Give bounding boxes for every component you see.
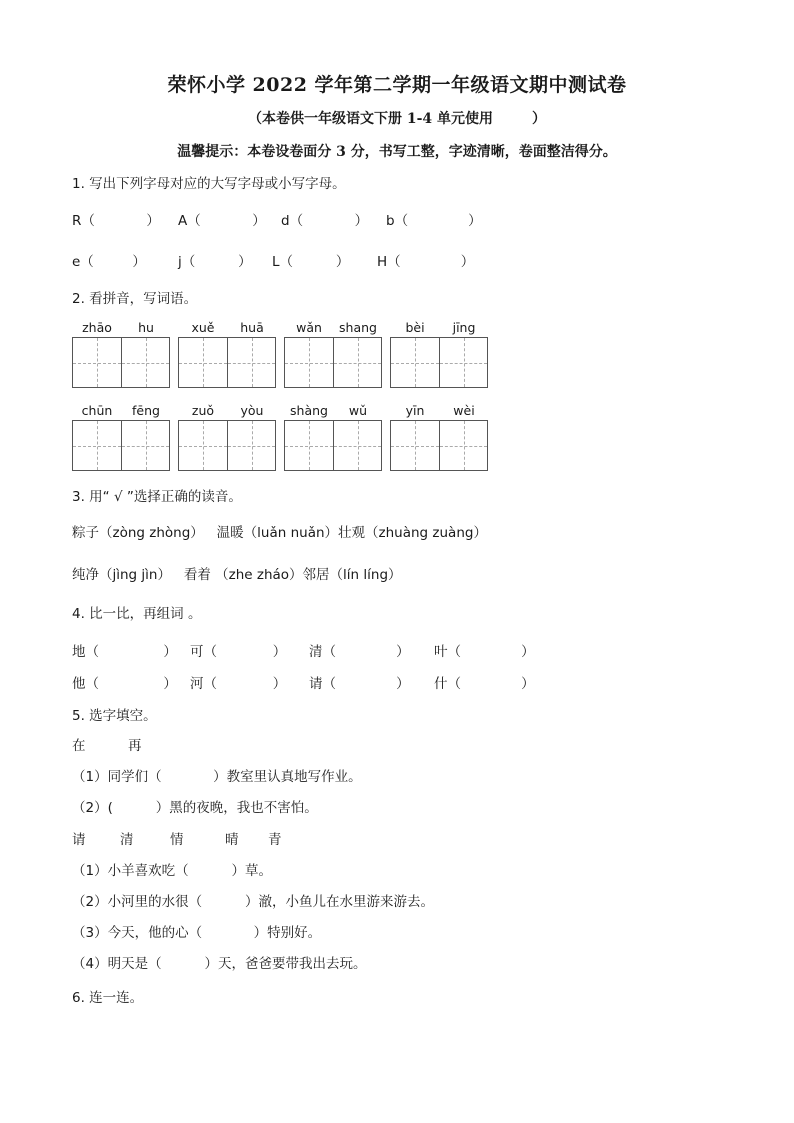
question-4-title: 4. 比一比，再组词 。 — [72, 606, 202, 622]
word-choice: 青 — [268, 832, 282, 848]
letter-blank-a[interactable]: A（ ） — [178, 213, 266, 229]
writing-grid[interactable] — [390, 337, 488, 388]
pinyin-label: chūn — [81, 403, 113, 418]
pinyin-label: wǎn — [296, 320, 322, 335]
grid-cell[interactable] — [73, 338, 121, 387]
pronunciation-line-2[interactable]: 纯净（jìng jìn） 看着 （zhe zháo）邻居（lín líng） — [72, 567, 402, 583]
fill-sentence[interactable]: （1）小羊喜欢吃（ ）草。 — [72, 863, 273, 879]
pinyin-label: wèi — [453, 403, 475, 418]
pinyin-label: zhāo — [82, 320, 112, 335]
writing-grid[interactable] — [284, 420, 382, 471]
pinyin-label: shàng — [290, 403, 328, 418]
grid-cell[interactable] — [333, 338, 381, 387]
grid-cell[interactable] — [285, 421, 333, 470]
fill-sentence[interactable]: （1）同学们（ ）教室里认真地写作业。 — [72, 769, 362, 785]
writing-grid[interactable] — [72, 337, 170, 388]
word-choice: 清 — [120, 832, 134, 848]
grid-cell[interactable] — [179, 421, 227, 470]
letter-blank-r[interactable]: R（ ） — [72, 213, 160, 229]
grid-cell[interactable] — [439, 338, 487, 387]
writing-grid[interactable] — [178, 337, 276, 388]
letter-blank-l[interactable]: L（ ） — [272, 254, 350, 270]
grid-cell[interactable] — [121, 421, 169, 470]
writing-grid[interactable] — [178, 420, 276, 471]
grid-cell[interactable] — [285, 338, 333, 387]
grid-cell[interactable] — [333, 421, 381, 470]
compare-blank[interactable]: 他（ ） — [72, 676, 177, 692]
pinyin-label: xuě — [191, 320, 215, 335]
pinyin-label: shang — [339, 320, 377, 335]
compare-blank[interactable]: 可（ ） — [190, 644, 287, 660]
pinyin-label: wǔ — [348, 403, 368, 418]
question-5-title: 5. 选字填空。 — [72, 708, 157, 724]
compare-blank[interactable]: 什（ ） — [434, 676, 535, 692]
grid-cell[interactable] — [391, 421, 439, 470]
fill-sentence[interactable]: （2）( ）黑的夜晚，我也不害怕。 — [72, 800, 318, 816]
page-subtitle: （本卷供一年级语文下册 1-4 单元使用 ） — [247, 111, 547, 127]
pronunciation-line-1[interactable]: 粽子（zòng zhòng） 温暖（luǎn nuǎn）壮观（zhuàng zuàng） — [72, 525, 487, 541]
page-title: 荣怀小学 2022 学年第二学期一年级语文期中测试卷 — [167, 74, 627, 96]
grid-cell[interactable] — [227, 421, 275, 470]
pinyin-label: hu — [138, 320, 154, 335]
question-1-title: 1. 写出下列字母对应的大写字母或小写字母。 — [72, 176, 346, 192]
pinyin-label: jīng — [452, 320, 476, 335]
question-6-title: 6. 连一连。 — [72, 990, 144, 1006]
question-3-title: 3. 用“ √ ”选择正确的读音。 — [72, 489, 242, 505]
writing-grid[interactable] — [72, 420, 170, 471]
grid-cell[interactable] — [73, 421, 121, 470]
fill-sentence[interactable]: （3）今天，他的心（ ）特别好。 — [72, 925, 322, 941]
word-choice: 情 — [170, 832, 184, 848]
pinyin-label: bèi — [405, 320, 425, 335]
fill-sentence[interactable]: （4）明天是（ ）天，爸爸要带我出去玩。 — [72, 956, 367, 972]
pinyin-label: yòu — [240, 403, 264, 418]
writing-grid[interactable] — [284, 337, 382, 388]
fill-sentence[interactable]: （2）小河里的水很（ ）澈，小鱼儿在水里游来游去。 — [72, 894, 435, 910]
warm-tip: 温馨提示：本卷设卷面分 3 分，书写工整，字迹清晰，卷面整洁得分。 — [177, 144, 617, 160]
pinyin-label: zuǒ — [191, 403, 215, 418]
word-choice: 晴 — [225, 832, 239, 848]
grid-cell[interactable] — [227, 338, 275, 387]
word-choice: 在 — [72, 738, 86, 754]
letter-blank-e[interactable]: e（ ） — [72, 254, 146, 270]
compare-blank[interactable]: 河（ ） — [190, 676, 287, 692]
letter-blank-j[interactable]: j（ ） — [178, 254, 252, 270]
word-choice: 再 — [128, 738, 142, 754]
grid-cell[interactable] — [121, 338, 169, 387]
word-choice: 请 — [72, 832, 86, 848]
pinyin-label: fēng — [132, 403, 160, 418]
compare-blank[interactable]: 叶（ ） — [434, 644, 535, 660]
letter-blank-b[interactable]: b（ ） — [386, 213, 482, 229]
compare-blank[interactable]: 地（ ） — [72, 644, 177, 660]
writing-grid[interactable] — [390, 420, 488, 471]
letter-blank-d[interactable]: d（ ） — [281, 213, 369, 229]
grid-cell[interactable] — [391, 338, 439, 387]
grid-cell[interactable] — [179, 338, 227, 387]
pinyin-label: huā — [240, 320, 264, 335]
compare-blank[interactable]: 请（ ） — [309, 676, 410, 692]
letter-blank-h[interactable]: H（ ） — [377, 254, 475, 270]
grid-cell[interactable] — [439, 421, 487, 470]
pinyin-label: yīn — [405, 403, 425, 418]
compare-blank[interactable]: 清（ ） — [309, 644, 410, 660]
question-2-title: 2. 看拼音，写词语。 — [72, 291, 198, 307]
